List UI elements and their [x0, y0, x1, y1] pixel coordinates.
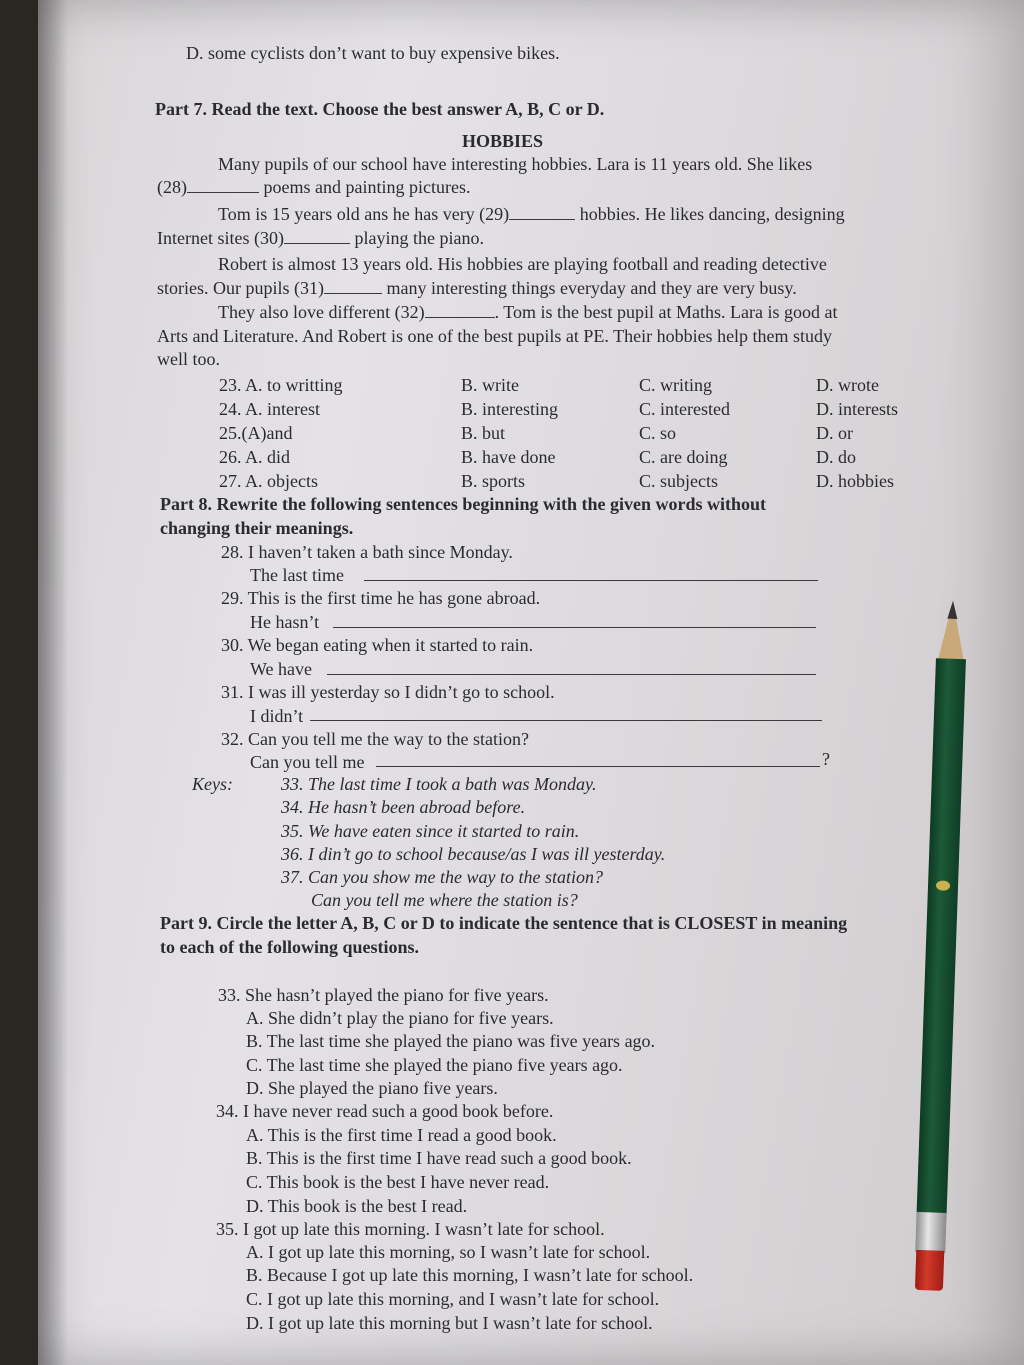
- rewrite-28-question: 28. I haven’t taken a bath since Monday.: [221, 542, 513, 562]
- q33-option-c[interactable]: C. The last time she played the piano five years ago.: [246, 1055, 623, 1075]
- key-35: 35. We have eaten since it started to rain.: [281, 821, 580, 841]
- blank-31[interactable]: [324, 279, 382, 294]
- rewrite-30-start: We have: [250, 659, 313, 679]
- q35-option-b[interactable]: B. Because I got up late this morning, I wasn’t late for school.: [246, 1265, 694, 1285]
- option-row-24-b: B. interesting: [461, 399, 558, 419]
- q33-option-a[interactable]: A. She didn’t play the piano for five years.: [246, 1008, 554, 1028]
- key-34: 34. He hasn’t been abroad before.: [281, 797, 526, 817]
- key-33: 33. The last time I took a bath was Monday.: [281, 774, 597, 794]
- para1-line1: Many pupils of our school have interesting hobbies. Lara is 11 years old. She likes: [218, 154, 813, 174]
- option-row-26-d: D. do: [816, 447, 856, 467]
- option-row-27-c: C. subjects: [639, 471, 718, 491]
- rewrite-32-question: 32. Can you tell me the way to the station?: [221, 729, 529, 749]
- part7-heading: Part 7. Read the text. Choose the best answer A, B, C or D.: [155, 99, 605, 119]
- blank-32[interactable]: [425, 303, 495, 318]
- q34-option-c[interactable]: C. This book is the best I have never read.: [246, 1172, 550, 1192]
- part8-heading-line2: changing their meanings.: [160, 518, 354, 538]
- q35-option-a[interactable]: A. I got up late this morning, so I wasn’t late for school.: [246, 1242, 651, 1262]
- rewrite-30-question: 30. We began eating when it started to rain.: [221, 635, 534, 655]
- option-row-23-b: B. write: [461, 375, 519, 395]
- blank-29[interactable]: [509, 205, 575, 220]
- rewrite-32-answer-line[interactable]: [376, 766, 820, 767]
- option-row-23-a: 23. A. to writting: [219, 375, 343, 395]
- q35-option-c[interactable]: C. I got up late this morning, and I wasn’t late for school.: [246, 1289, 660, 1309]
- rewrite-28-answer-line[interactable]: [364, 580, 818, 581]
- option-row-27-b: B. sports: [461, 471, 526, 491]
- text-title: HOBBIES: [462, 131, 544, 151]
- key-36: 36. I din’t go to school because/as I was ill yesterday.: [281, 844, 666, 864]
- q35-option-d[interactable]: D. I got up late this morning but I wasn’t late for school.: [246, 1313, 653, 1333]
- pencil-eraser: [915, 1250, 944, 1291]
- para4-line2: Arts and Literature. And Robert is one of the best pupils at PE. Their hobbies help them study: [157, 326, 833, 346]
- option-row-25-d: D. or: [816, 423, 853, 443]
- rewrite-29-start: He hasn’t: [250, 612, 320, 632]
- rewrite-29-answer-line[interactable]: [333, 627, 816, 628]
- option-row-25-b: B. but: [461, 423, 506, 443]
- rewrite-29-question: 29. This is the first time he has gone abroad.: [221, 588, 541, 608]
- rewrite-32-start: Can you tell me: [250, 752, 365, 772]
- rewrite-32-question-mark: ?: [822, 749, 830, 769]
- page-fold-shadow: [38, 0, 68, 1365]
- blank-30[interactable]: [284, 229, 350, 244]
- para4-line3: well too.: [157, 349, 220, 369]
- option-row-27-a: 27. A. objects: [219, 471, 318, 491]
- q34-option-d[interactable]: D. This book is the best I read.: [246, 1196, 468, 1216]
- option-row-24-a: 24. A. interest: [219, 399, 320, 419]
- option-row-26-a: 26. A. did: [219, 447, 291, 467]
- key-37: 37. Can you show me the way to the station?: [281, 867, 603, 887]
- rewrite-30-answer-line[interactable]: [327, 674, 816, 675]
- option-row-23-d: D. wrote: [816, 375, 879, 395]
- blank-28[interactable]: [187, 178, 259, 193]
- pencil-lead: [947, 601, 958, 619]
- rewrite-31-question: 31. I was ill yesterday so I didn’t go to school.: [221, 682, 555, 702]
- keys-label: Keys:: [192, 774, 233, 794]
- option-row-24-c: C. interested: [639, 399, 730, 419]
- q34-option-a[interactable]: A. This is the first time I read a good book.: [246, 1125, 557, 1145]
- part8-heading-line1: Part 8. Rewrite the following sentences beginning with the given words without: [160, 494, 766, 514]
- para2-line1: Tom is 15 years old ans he has very (29) hobbies. He likes dancing, designing: [218, 204, 845, 224]
- option-row-26-c: C. are doing: [639, 447, 728, 467]
- q33-option-d[interactable]: D. She played the piano five years.: [246, 1078, 498, 1098]
- para3-line2: stories. Our pupils (31) many interesting things everyday and they are very busy.: [157, 278, 797, 298]
- para2-line2: Internet sites (30) playing the piano.: [157, 228, 484, 248]
- q35-stem: 35. I got up late this morning. I wasn’t late for school.: [216, 1219, 605, 1239]
- q34-stem: 34. I have never read such a good book before.: [216, 1101, 554, 1121]
- rewrite-31-start: I didn’t: [250, 706, 304, 726]
- option-row-25-c: C. so: [639, 423, 677, 443]
- option-row-27-d: D. hobbies: [816, 471, 894, 491]
- option-row-24-d: D. interests: [816, 399, 898, 419]
- para1-line2: (28) poems and painting pictures.: [157, 177, 471, 197]
- para3-line1: Robert is almost 13 years old. His hobbies are playing football and reading detective: [218, 254, 827, 274]
- rewrite-28-start: The last time: [250, 565, 344, 585]
- para4-line1: They also love different (32) . Tom is the best pupil at Maths. Lara is good at: [218, 302, 838, 322]
- pencil-ferrule: [915, 1212, 946, 1253]
- option-row-23-c: C. writing: [639, 375, 713, 395]
- option-row-26-b: B. have done: [461, 447, 556, 467]
- q34-option-b[interactable]: B. This is the first time I have read such a good book.: [246, 1148, 632, 1168]
- q33-stem: 33. She hasn’t played the piano for five years.: [218, 985, 549, 1005]
- rewrite-31-answer-line[interactable]: [310, 720, 822, 721]
- option-row-25-a: 25.(A)and: [219, 423, 293, 443]
- key-37-alt: Can you tell me where the station is?: [311, 890, 578, 910]
- previous-option-d: D. some cyclists don’t want to buy expensive bikes.: [186, 43, 560, 63]
- q33-option-b[interactable]: B. The last time she played the piano was five years ago.: [246, 1031, 656, 1051]
- part9-heading-line1: Part 9. Circle the letter A, B, C or D to indicate the sentence that is CLOSEST in meaning: [160, 913, 848, 933]
- part9-heading-line2: to each of the following questions.: [160, 937, 420, 957]
